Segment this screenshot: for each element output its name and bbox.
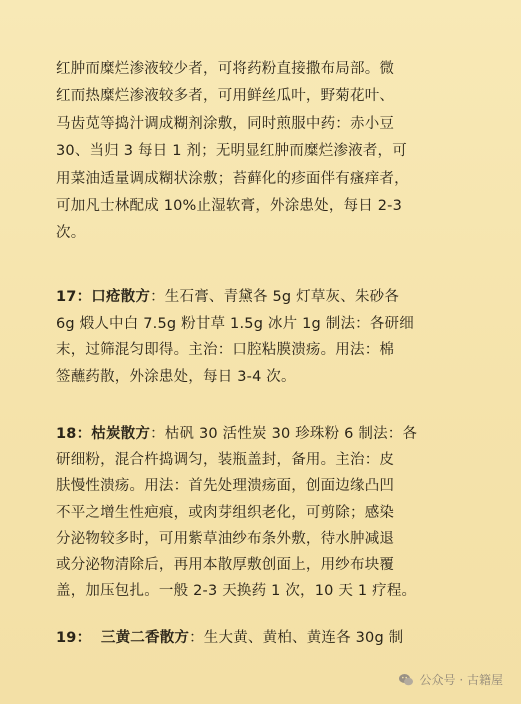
text-line: 不平之增生性疤痕，或肉芽组织老化，可剪除；感染: [56, 504, 395, 521]
paragraph-1: [56, 56, 496, 248]
recipe-heading-line: [56, 625, 496, 652]
text-line: 红而热糜烂渗液较多者，可用鲜丝瓜叶，野菊花叶、: [56, 88, 395, 105]
text-line: ：生大黄、黄柏、黄连各 30g 制: [189, 630, 404, 646]
text-line: 次。: [56, 225, 86, 242]
recipe-number: 18：: [56, 426, 92, 442]
text-line: 可加凡士林配成 10%止湿软膏，外涂患处，每日 2-3: [56, 198, 403, 215]
recipe-19: [56, 625, 496, 652]
recipe-number: 19：: [56, 630, 92, 646]
text-line: 盖，加压包扎。一般 2-3 天换药 1 次，10 天 1 疗程。: [56, 583, 417, 600]
recipe-heading-line: [56, 421, 496, 447]
recipe-name: 枯炭散方: [91, 426, 151, 442]
text-line: ：枯矾 30 活性炭 30 珍珠粉 6 制法：各: [150, 426, 418, 442]
text-line: 签蘸药散，外涂患处，每日 3-4 次。: [56, 368, 296, 385]
text-line: 红肿而糜烂渗液较少者，可将药粉直接撒布局部。微: [56, 61, 395, 77]
text-line: 30、当归 3 每日 1 剂；无明显红肿而糜烂渗液者，可: [56, 143, 407, 160]
text-line: 分泌物较多时，可用紫草油纱布条外敷，待水肿减退: [56, 530, 395, 547]
recipe-number: 17：: [56, 289, 92, 305]
text-line: 或分泌物清除后，再用本散厚敷创面上，用纱布块覆: [56, 557, 395, 574]
text-line: 研细粉，混合杵捣调匀，装瓶盖封，备用。主治：皮: [56, 452, 395, 469]
recipe-heading-line: [56, 284, 496, 311]
text-line: 肤慢性溃疡。用法：首先处理溃疡面，创面边缘凸凹: [56, 478, 395, 495]
text-line: 6g 煅人中白 7.5g 粉甘草 1.5g 冰片 1g 制法：各研细: [56, 315, 414, 332]
recipe-name: 三黄二香散方: [100, 630, 190, 646]
watermark: [398, 671, 503, 688]
recipe-17: [56, 284, 496, 390]
recipe-18: [56, 421, 496, 604]
text-line: 末，过筛混匀即得。主治：口腔粘膜溃疡。用法：棉: [56, 342, 395, 358]
text-line: ：生石膏、青黛各 5g 灯草灰、朱砂各: [150, 289, 400, 305]
wechat-icon: [398, 672, 414, 688]
recipe-name: 口疮散方: [91, 289, 151, 305]
text-line: 马齿苋等捣汁调成糊剂涂敷，同时煎服中药：赤小豆: [56, 115, 395, 132]
text-line: 用菜油适量调成糊状涂敷；苔藓化的疹面伴有瘙痒者，: [56, 170, 409, 187]
watermark-text: 公众号 · 古籍屋: [419, 673, 503, 687]
